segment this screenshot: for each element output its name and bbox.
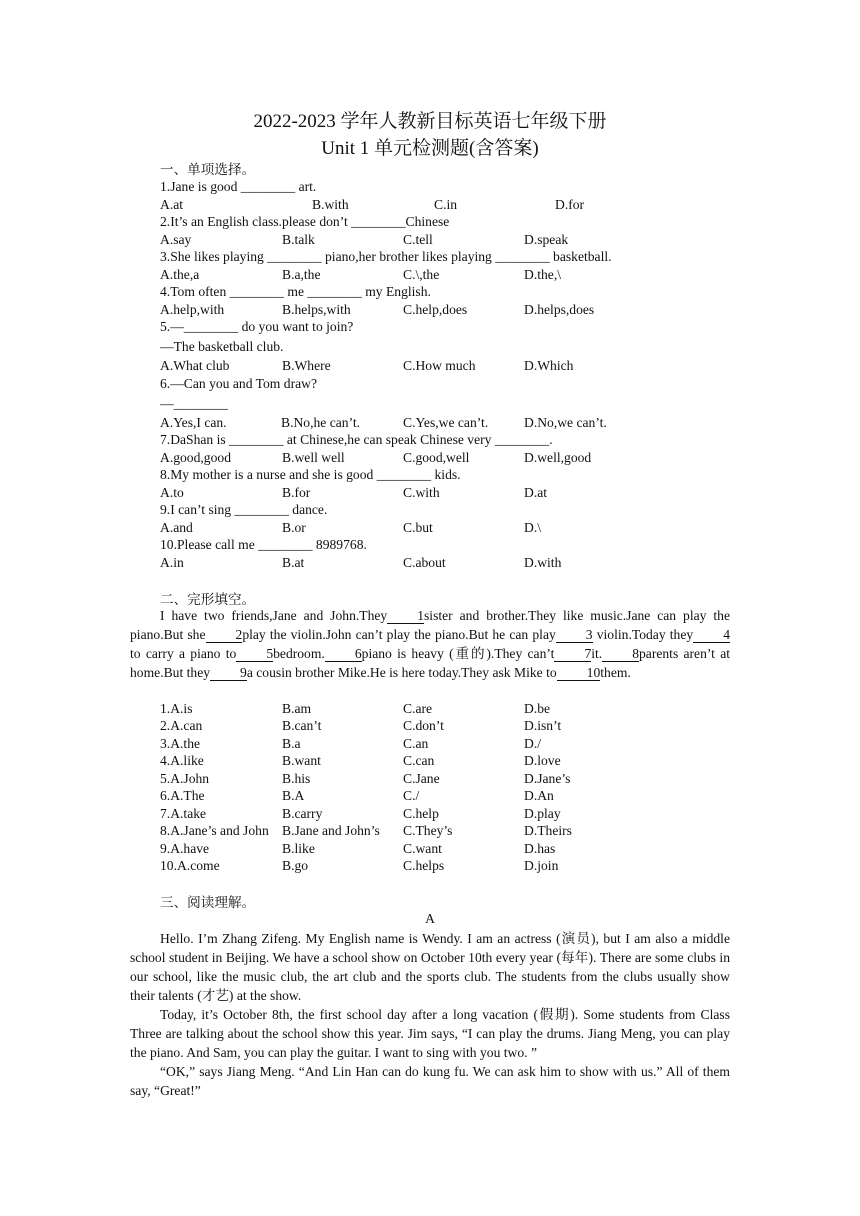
option-d: D.has [524, 841, 556, 856]
option-d: D.be [524, 701, 551, 716]
option-c: C.are [403, 701, 433, 716]
option-b: B.Where [282, 358, 331, 373]
option-a: A.What club [160, 358, 230, 373]
option-b: B.carry [282, 806, 323, 821]
cloze-text: I have two friends,Jane and John.They [160, 608, 388, 623]
option-d: D.well,good [524, 450, 592, 465]
option-b: B.Jane and John’s [282, 823, 380, 838]
question-text: 1.Jane is good ________ art. [160, 179, 317, 194]
option-b: B.or [282, 520, 306, 535]
option-d: D.for [555, 197, 585, 212]
option-d: D.the,\ [524, 267, 561, 282]
option-c: C.Jane [403, 771, 440, 786]
option-c: C.help [403, 806, 439, 821]
cloze-blank: 6 [325, 647, 362, 662]
cloze-text: piano is heavy (重的).They can’t [361, 646, 555, 661]
option-b: B.a,the [282, 267, 321, 282]
section-heading-multiple-choice: 一、单项选择。 [160, 162, 256, 177]
reading-paragraph: Hello. I’m Zhang Zifeng. My English name is Wendy. I am an actress (演员), but I am also a middle school student in Beijing. We have a school show on October 10th every year (每年). There are some clubs in our school, like the music club, the art club and the sports club. The students from the clubs usually show their talents (才艺) at the show. [130, 931, 730, 1003]
option-a: 1.A.is [160, 701, 193, 716]
option-d: D.Jane’s [524, 771, 571, 786]
cloze-blank: 5 [236, 647, 273, 662]
option-c: C.good,well [403, 450, 470, 465]
question-text-line2: —The basketball club. [160, 339, 284, 354]
option-a: 2.A.can [160, 718, 203, 733]
option-a: 6.A.The [160, 788, 205, 803]
option-d: D./ [524, 736, 541, 751]
cloze-blank: 9 [210, 666, 247, 681]
cloze-text: parents aren’t at home.But they [130, 646, 731, 680]
option-b: B.No,he can’t. [281, 415, 361, 430]
option-c: C.can [403, 753, 435, 768]
option-b: B.at [282, 555, 305, 570]
option-d: D.play [524, 806, 561, 821]
option-c: C.want [403, 841, 442, 856]
option-b: B.talk [282, 232, 315, 247]
cloze-blank: 10 [557, 666, 601, 681]
option-b: B.go [282, 858, 309, 873]
option-b: B.his [282, 771, 311, 786]
option-d: D.Theirs [524, 823, 572, 838]
option-c: C.help,does [403, 302, 468, 317]
option-c: C./ [403, 788, 420, 803]
option-c: C.but [403, 520, 433, 535]
option-d: D.helps,does [524, 302, 595, 317]
option-a: A.at [160, 197, 184, 212]
option-a: A.to [160, 485, 184, 500]
question-text: 7.DaShan is ________ at Chinese,he can speak Chinese very ________. [160, 432, 553, 447]
reading-paragraph: “OK,” says Jiang Meng. “And Lin Han can do kung fu. We can ask him to show with us.” All of them say, “Great!” [130, 1064, 730, 1098]
reading-paragraph: Today, it’s October 8th, the first school day after a long vacation (假期). Some students from Class Three are talking about the school show this year. Jim says, “I can play the drums. Jiang Meng, you can play the piano. And Sam, you can play the guitar. I want to sing with you two. ” [130, 1007, 730, 1060]
option-b: B.a [282, 736, 301, 751]
section-heading-reading: 三、阅读理解。 [160, 895, 256, 910]
option-a: 5.A.John [160, 771, 210, 786]
question-text: 9.I can’t sing ________ dance. [160, 502, 328, 517]
option-c: C.How much [403, 358, 476, 373]
cloze-text: a cousin brother Mike.He is here today.They ask Mike to [246, 665, 557, 680]
option-b: B.with [312, 197, 349, 212]
option-a: A.the,a [160, 267, 200, 282]
option-d: D.at [524, 485, 548, 500]
option-d: D.love [524, 753, 561, 768]
option-b: B.A [282, 788, 305, 803]
option-c: C.helps [403, 858, 445, 873]
section-heading-cloze: 二、完形填空。 [160, 592, 256, 607]
option-c: C.Yes,we can’t. [403, 415, 489, 430]
option-a: 10.A.come [160, 858, 220, 873]
question-text: 5.—________ do you want to join? [160, 319, 354, 334]
cloze-blank: 1 [387, 609, 424, 624]
option-c: C.about [403, 555, 446, 570]
option-a: A.Yes,I can. [160, 415, 227, 430]
option-c: C.in [434, 197, 458, 212]
option-c: C.They’s [403, 823, 453, 838]
cloze-blank: 2 [206, 628, 243, 643]
option-b: B.helps,with [282, 302, 351, 317]
option-d: D.Which [524, 358, 574, 373]
option-a: 4.A.like [160, 753, 204, 768]
option-d: D.An [524, 788, 554, 803]
option-d: D.with [524, 555, 562, 570]
option-d: D.\ [524, 520, 541, 535]
option-a: A.say [160, 232, 192, 247]
option-c: C.\,the [403, 267, 440, 282]
cloze-passage [130, 606, 730, 682]
option-a: 8.A.Jane’s and John [160, 823, 269, 838]
cloze-text: bedroom. [273, 646, 325, 661]
cloze-text: sister and brother.They like music.Jane can play the piano.But she [130, 608, 730, 642]
option-b: B.am [282, 701, 312, 716]
option-a: A.help,with [160, 302, 225, 317]
option-c: C.an [403, 736, 429, 751]
option-b: B.can’t [282, 718, 322, 733]
option-a: 9.A.have [160, 841, 210, 856]
document-title: 2022-2023 学年人教新目标英语七年级下册 [253, 111, 607, 132]
option-c: C.tell [403, 232, 433, 247]
question-text: 3.She likes playing ________ piano,her brother likes playing ________ basketball. [160, 249, 612, 264]
option-a: A.in [160, 555, 184, 570]
question-text: 2.It’s an English class.please don’t ________Chinese [160, 214, 450, 229]
option-a: A.good,good [160, 450, 231, 465]
question-text: 6.—Can you and Tom draw? [160, 376, 317, 391]
cloze-text: them. [600, 665, 631, 680]
question-text: 8.My mother is a nurse and she is good ________ kids. [160, 467, 461, 482]
cloze-blank: 8 [602, 647, 639, 662]
question-text-line2: —________ [160, 396, 228, 411]
option-b: B.well well [282, 450, 345, 465]
option-b: B.like [282, 841, 315, 856]
option-c: C.with [403, 485, 440, 500]
option-d: D.speak [524, 232, 569, 247]
option-d: D.No,we can’t. [524, 415, 607, 430]
cloze-text: it. [591, 646, 603, 661]
option-b: B.want [282, 753, 321, 768]
cloze-text: to carry a piano to [130, 646, 237, 661]
cloze-text: play the violin.John can’t play the piano.But he can play [242, 627, 556, 642]
cloze-blank: 3 [556, 628, 593, 643]
option-a: 3.A.the [160, 736, 201, 751]
option-b: B.for [282, 485, 311, 500]
option-a: 7.A.take [160, 806, 207, 821]
cloze-text: violin.Today they [596, 627, 694, 642]
cloze-blank: 4 [693, 628, 730, 643]
option-d: D.join [524, 858, 559, 873]
question-text: 10.Please call me ________ 8989768. [160, 537, 367, 552]
option-d: D.isn’t [524, 718, 562, 733]
option-c: C.don’t [403, 718, 444, 733]
document-subtitle: Unit 1 单元检测题(含答案) [321, 138, 539, 159]
cloze-blank: 7 [554, 647, 591, 662]
question-text: 4.Tom often ________ me ________ my English. [160, 284, 431, 299]
passage-label: A [425, 911, 435, 926]
option-a: A.and [160, 520, 193, 535]
